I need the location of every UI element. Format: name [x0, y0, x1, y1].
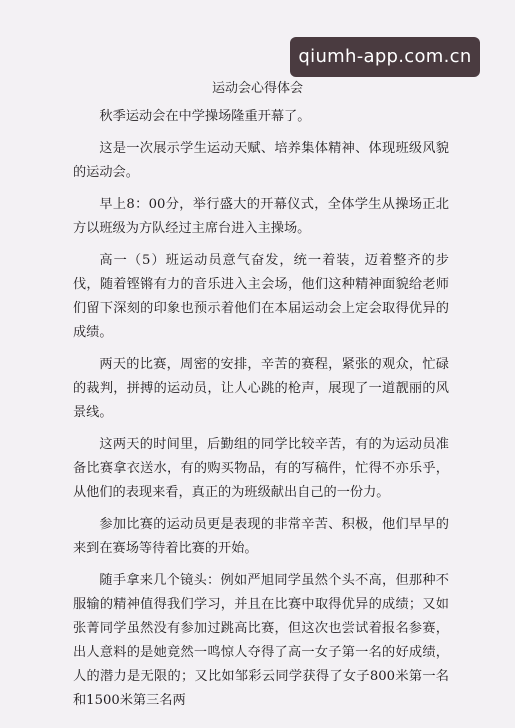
document-body: [73, 105, 449, 721]
paragraph-2: 这是一次展示学生运动天赋、培养集体精神、体现班级风貌的运动会。: [73, 141, 449, 180]
paragraph-4: 高一（5）班运动员意气奋发，统一着装，迈着整齐的步伐，随着铿锵有力的音乐进入主会场，他们这种精神面貌给老师们留下深刻的印象也预示着他们在本届运动会上定会取得优异的成绩。: [73, 253, 449, 340]
paragraph-3: 早上8：00分，举行盛大的开幕仪式，全体学生从操场正北方以班级为方队经过主席台进入主操场。: [73, 197, 449, 236]
paragraph-1: 秋季运动会在中学操场隆重开幕了。: [99, 109, 311, 124]
paragraph-5: 两天的比赛，周密的安排，辛苦的赛程，紧张的观众，忙碌的裁判，拼搏的运动员，让人心跳的枪声，展现了一道靓丽的风景线。: [73, 357, 449, 420]
paragraph-7: 参加比赛的运动员更是表现的非常辛苦、积极，他们早早的来到在赛场等待着比赛的开始。: [73, 517, 449, 556]
paragraph-8: 随手拿来几个镜头：例如严旭同学虽然个头不高，但那种不服输的精神值得我们学习，并且在比赛中取得优异的成绩；又如张菁同学虽然没有参加过跳高比赛，但这次也尝试着报名参赛，出人意料的是她竟然一鸣惊人夺得了高一女子第一名的好成绩，人的潜力是无限的；又比如邹彩云同学获得了女子800米第一名和1500米第三名两: [73, 573, 449, 708]
paragraph-6: 这两天的时间里，后勤组的同学比较辛苦，有的为运动员准备比赛拿衣送水，有的购买物品，有的写稿件，忙得不亦乐乎，从他们的表现来看，真正的为班级献出自己的一份力。: [73, 437, 449, 500]
document-title: 运动会心得体会: [211, 81, 303, 96]
watermark-badge: qiumh-app.com.cn: [290, 37, 480, 77]
